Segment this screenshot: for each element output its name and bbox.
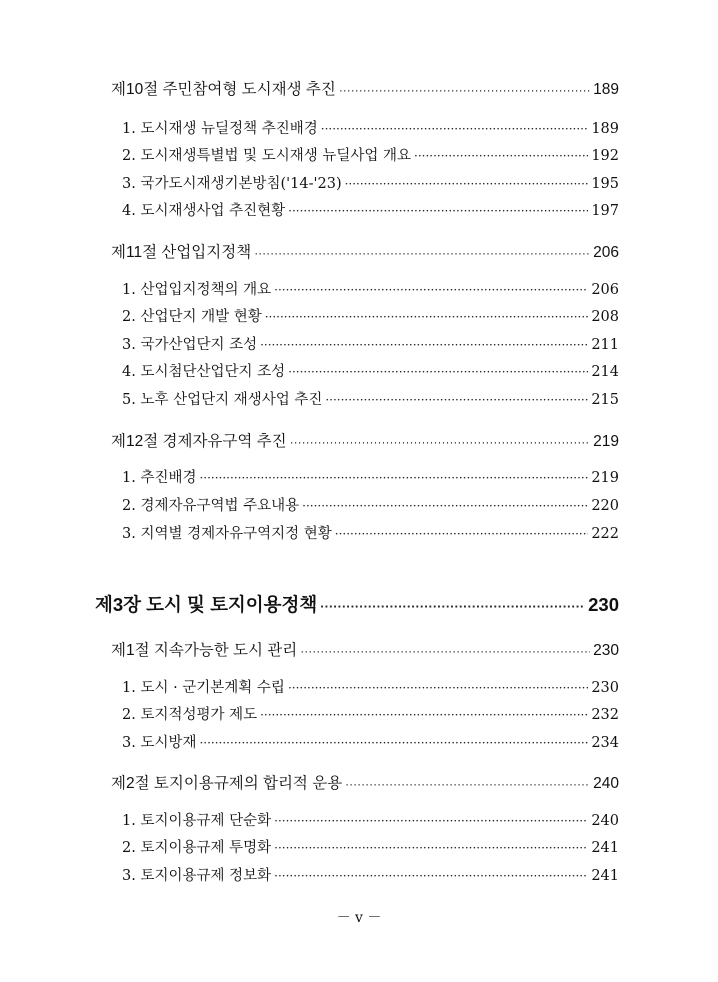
toc-item[interactable]: [122, 494, 619, 515]
dot-leader: [302, 499, 588, 513]
toc-page-number: 211: [591, 337, 619, 353]
dot-leader: [345, 177, 589, 191]
toc-page-number: 241: [591, 840, 619, 856]
toc-item[interactable]: [122, 305, 619, 326]
dot-leader: [414, 149, 588, 163]
toc-item[interactable]: [122, 199, 619, 220]
toc-page-number: 192: [591, 148, 619, 164]
toc-page-number: 232: [591, 707, 619, 723]
toc-item[interactable]: [122, 703, 619, 724]
toc-page-number: 230: [593, 642, 619, 659]
toc-page-number: 215: [591, 392, 619, 408]
toc-label: 1. 토지이용규제 단순화: [122, 813, 272, 829]
toc-chapter-3[interactable]: [95, 591, 619, 617]
toc-label: 2. 경제자유구역법 주요내용: [122, 498, 300, 514]
dot-leader: [274, 841, 588, 855]
toc-label: 3. 국가산업단지 조성: [122, 337, 258, 353]
dot-leader: [274, 814, 588, 828]
toc-label: 4. 도시재생사업 추진현황: [122, 203, 286, 219]
toc-label: 2. 토지적성평가 제도: [122, 707, 258, 723]
toc-page-number: 214: [591, 364, 619, 380]
toc-item[interactable]: [122, 360, 619, 381]
dot-leader: [325, 393, 588, 407]
toc-label: 제11절 산업입지정책: [111, 244, 252, 261]
toc-label: 1. 도시재생 뉴딜정책 추진배경: [122, 121, 318, 137]
toc-page-number: 195: [591, 176, 619, 192]
toc-page-number: 208: [591, 309, 619, 325]
dot-leader: [345, 777, 590, 791]
toc-section-2[interactable]: [111, 771, 619, 793]
toc-page-number: 240: [591, 813, 619, 829]
toc-page-number: 219: [593, 433, 619, 450]
dot-leader: [339, 83, 590, 97]
toc-item[interactable]: [122, 836, 619, 857]
toc-page-number: 230: [588, 594, 619, 615]
toc-label: 제12절 경제자유구역 추진: [111, 433, 287, 450]
dot-leader: [260, 708, 588, 722]
toc-page-number: 189: [591, 121, 619, 137]
toc-item[interactable]: [122, 144, 619, 165]
toc-label: 3. 도시방재: [122, 735, 197, 751]
toc-label: 1. 추진배경: [122, 470, 197, 486]
page-footer-number: － v －: [336, 910, 382, 926]
toc-label: 2. 산업단지 개발 현황: [122, 309, 262, 325]
toc-label: 2. 도시재생특별법 및 도시재생 뉴딜사업 개요: [122, 148, 412, 164]
dot-leader: [290, 435, 591, 449]
toc-item[interactable]: [122, 731, 619, 752]
toc-label: 2. 토지이용규제 투명화: [122, 840, 272, 856]
toc-item[interactable]: [122, 864, 619, 885]
dot-leader: [288, 365, 588, 379]
toc-page-number: 206: [591, 282, 619, 298]
toc-section-12[interactable]: [111, 429, 619, 451]
toc-item[interactable]: [122, 676, 619, 697]
toc-page-number: 241: [591, 868, 619, 884]
toc-label: 3. 국가도시재생기본방침('14-'23): [122, 176, 342, 192]
toc-item[interactable]: [122, 522, 619, 543]
toc-page-number: 189: [593, 81, 619, 98]
dot-leader: [199, 471, 588, 485]
toc-label: 3. 토지이용규제 정보화: [122, 868, 272, 884]
toc-page-number: 220: [591, 498, 619, 514]
toc-label: 5. 노후 산업단지 재생사업 추진: [122, 392, 323, 408]
toc-label: 1. 도시 · 군기본계획 수립: [122, 680, 285, 696]
dot-leader: [300, 644, 590, 658]
toc-section-1[interactable]: [111, 638, 619, 660]
toc-page-number: 234: [591, 735, 619, 751]
toc-label: 제2절 토지이용규제의 합리적 운용: [111, 775, 343, 792]
dot-leader: [274, 283, 588, 297]
toc-item[interactable]: [122, 809, 619, 830]
toc-page-number: 219: [591, 470, 619, 486]
toc-item[interactable]: [122, 466, 619, 487]
dot-leader: [321, 122, 589, 136]
toc-page-number: 197: [591, 203, 619, 219]
toc-label: 1. 산업입지정책의 개요: [122, 282, 272, 298]
dot-leader: [320, 599, 585, 614]
toc-item[interactable]: [122, 278, 619, 299]
toc-item[interactable]: [122, 117, 619, 138]
toc-item[interactable]: [122, 388, 619, 409]
toc-item[interactable]: [122, 333, 619, 354]
toc-label: 4. 도시첨단산업단지 조성: [122, 364, 286, 380]
toc-section-11[interactable]: [111, 240, 619, 262]
dot-leader: [335, 527, 589, 541]
toc-section-10[interactable]: [111, 77, 619, 99]
toc-page-number: 230: [591, 680, 619, 696]
dot-leader: [199, 736, 588, 750]
dot-leader: [274, 869, 588, 883]
toc-label: 제3장 도시 및 토지이용정책: [95, 594, 318, 615]
toc-label: 제10절 주민참여형 도시재생 추진: [111, 81, 336, 98]
dot-leader: [288, 681, 588, 695]
toc-page-number: 222: [591, 526, 619, 542]
toc-page-number: 206: [593, 244, 619, 261]
toc-label: 제1절 지속가능한 도시 관리: [111, 642, 298, 659]
toc-item[interactable]: [122, 172, 619, 193]
dot-leader: [254, 246, 590, 260]
dot-leader: [260, 338, 588, 352]
toc-page-number: 240: [593, 775, 619, 792]
dot-leader: [265, 310, 589, 324]
dot-leader: [288, 204, 588, 218]
toc-label: 3. 지역별 경제자유구역지정 현황: [122, 526, 332, 542]
